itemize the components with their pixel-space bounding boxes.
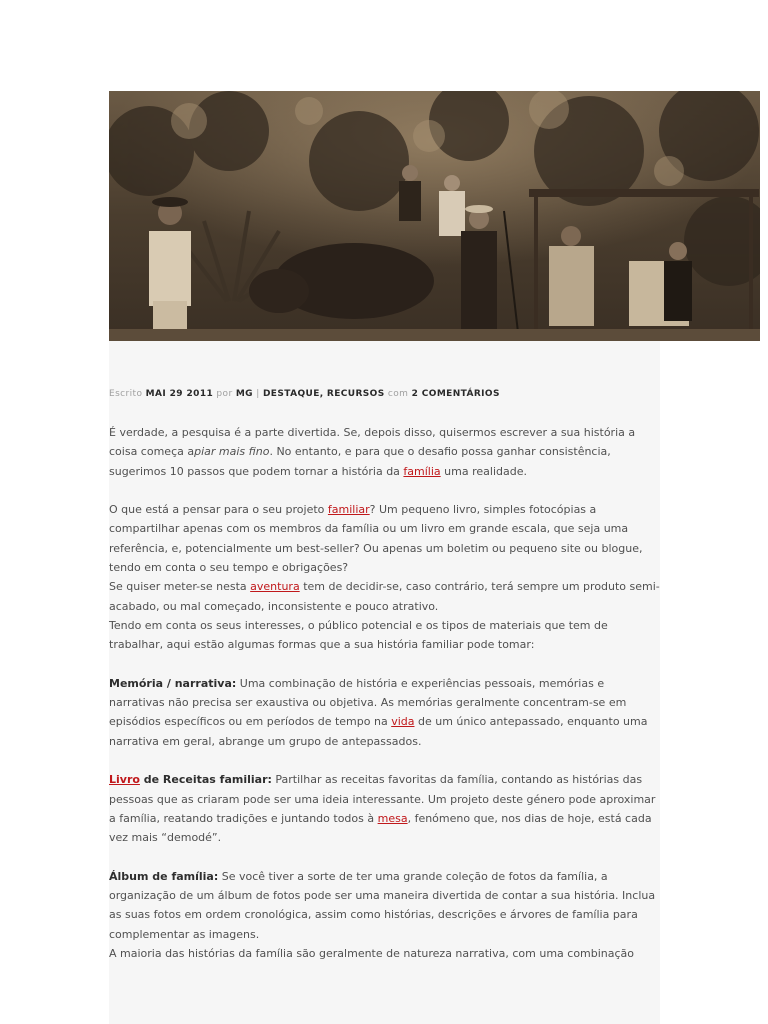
paragraph-forms: Tendo em conta os seus interesses, o público potencial e os tipos de materiais que tem de trabalhar, aqui estão algumas formas que a sua história familiar pode tomar:: [109, 618, 608, 652]
meta-with-label: com: [387, 389, 409, 399]
post-date: MAI 29 2011: [145, 389, 214, 399]
text-span: ? Um pequeno livro, simples fotocópias a compartilhar apenas com os membros da família ou um livro em grande escala, que seja uma referência, e, potencialmente um best-seller? Ou apenas um boletim ou pequeno site ou blogue, tendo em conta o seu tempo e obrigações?: [109, 503, 643, 575]
link-mesa[interactable]: mesa: [377, 811, 408, 825]
category-comma: ,: [319, 389, 324, 399]
link-aventura[interactable]: aventura: [250, 580, 300, 594]
text-span: tem de decidir-se, caso contrário, terá sempre um produto semi-acabado, ou mal começado, inconsistente e pouco atrativo.: [109, 580, 660, 613]
link-vida[interactable]: vida: [391, 715, 415, 729]
text-span: . No entanto, e para que o desafio possa ganhar consistência, sugerimos 10 passos que podem tornar a história da: [109, 445, 611, 478]
paragraph-narrative-nature: A maioria das histórias da família são geralmente de natureza narrativa, com uma combinação: [109, 947, 635, 961]
post-meta: [109, 388, 660, 400]
italic-phrase: piar mais fino: [194, 445, 270, 459]
meta-divider: |: [256, 389, 260, 399]
link-familia[interactable]: família: [403, 464, 441, 478]
post-hero-image: [109, 91, 760, 341]
text-span: de um único antepassado, enquanto uma narrativa em geral, abrange um grupo de antepassados.: [109, 715, 648, 748]
comments-link[interactable]: 2 COMENTÁRIOS: [411, 389, 500, 399]
text-span: Partilhar as receitas favoritas da família, contando as histórias das pessoas que as criaram pode ser uma ideia interessante. Um projeto deste género pode aproximar a família, reatando tradições e juntando todos à: [109, 773, 656, 825]
section-title-album: Álbum de família:: [109, 869, 219, 883]
paragraph-adventure: [109, 577, 660, 616]
post-content: [109, 423, 660, 963]
text-span: Uma combinação de história e experiências pessoais, memórias e narrativas não precisa ser exaustiva ou objetiva. As memórias geralmente concentram-se em episódios específicos ou em períodos de tempo na: [109, 676, 627, 729]
category-link-destaque[interactable]: DESTAQUE: [262, 389, 320, 399]
link-livro[interactable]: Livro: [109, 773, 140, 787]
text-span: Se você tiver a sorte de ter uma grande coleção de fotos da família, a organização de um álbum de fotos pode ser uma maneira divertida de contar a sua história. Inclua as suas fotos em ordem cronológica, assim como histórias, descrições e árvores de família para complementar as imagens.: [109, 869, 656, 941]
text-span: O que está a pensar para o seu projeto: [109, 503, 328, 517]
text-span: É verdade, a pesquisa é a parte divertida. Se, depois disso, quisermos escrever a sua história a coisa começa a: [109, 426, 636, 459]
paragraph-project: [109, 500, 660, 577]
meta-written-label: Escrito: [109, 389, 143, 399]
author-link[interactable]: MG: [235, 389, 253, 399]
paragraph-intro: [109, 423, 660, 481]
text-span: Se quiser meter-se nesta: [109, 580, 251, 594]
paragraph-memoria: [109, 674, 660, 751]
paragraph-livro: [109, 770, 660, 847]
text-span: , fenómeno que, nos dias de hoje, está cada vez mais “demodé”.: [109, 811, 652, 845]
link-familiar[interactable]: familiar: [327, 503, 370, 517]
text-span: uma realidade.: [440, 464, 527, 478]
paragraph-album: [109, 867, 660, 944]
category-link-recursos[interactable]: RECURSOS: [326, 389, 385, 399]
section-title-memoria: Memória / narrativa:: [109, 676, 237, 690]
section-title-receitas: de Receitas familiar:: [139, 773, 272, 787]
meta-by-label: por: [216, 389, 233, 399]
